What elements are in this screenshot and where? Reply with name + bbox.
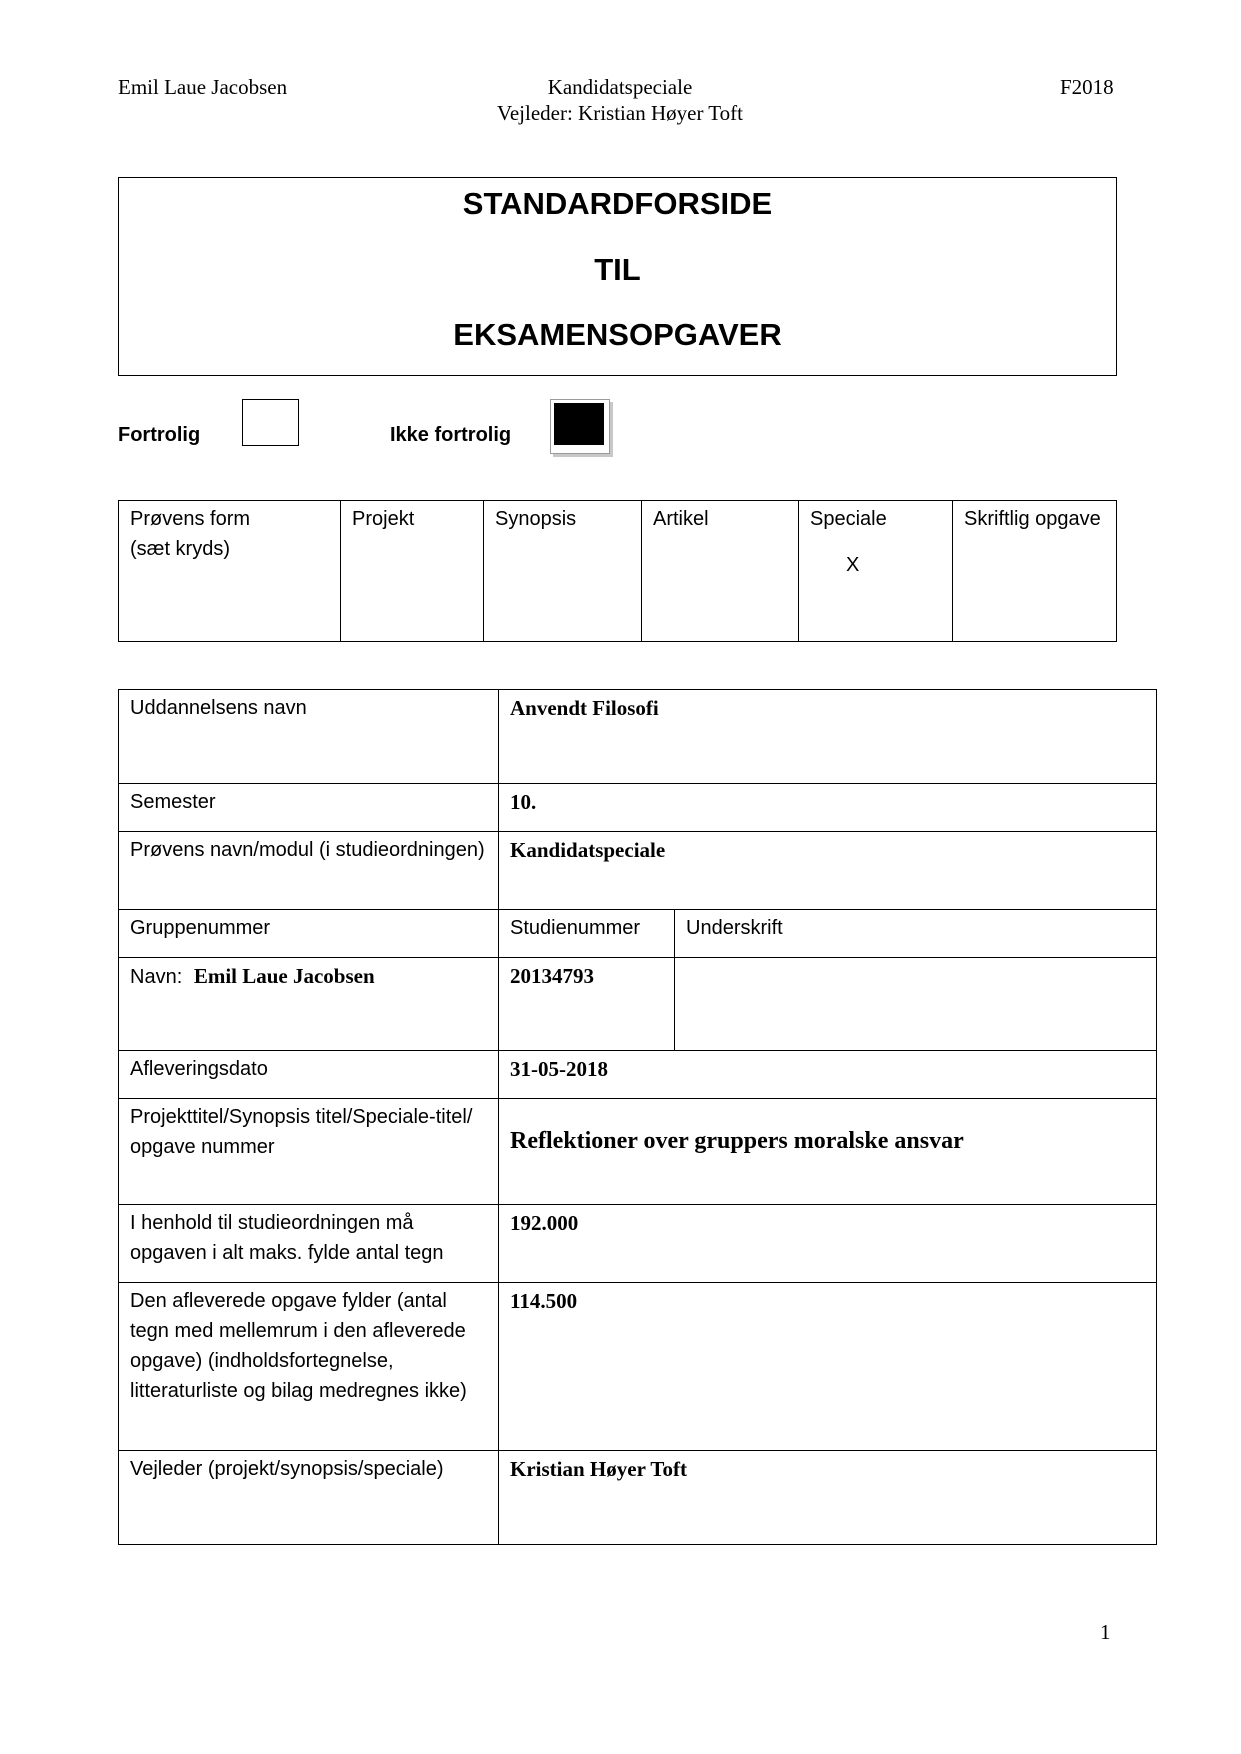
project-title-label: Projekttitel/Synopsis titel/Speciale-titel/ opgave nummer xyxy=(119,1099,499,1205)
selected-mark: X xyxy=(846,554,860,576)
page-number: 1 xyxy=(1100,1620,1111,1644)
not-confidential-checkbox[interactable] xyxy=(550,399,610,454)
title-line-2: TIL xyxy=(594,252,641,287)
confidential-checkbox[interactable] xyxy=(242,399,299,446)
actual-chars-value[interactable]: 114.500 xyxy=(499,1283,1157,1451)
signature-field[interactable] xyxy=(675,958,1157,1051)
header-course: Kandidatspeciale xyxy=(547,75,693,99)
student-number-label: Studienummer xyxy=(499,910,675,958)
max-chars-label: I henhold til studieordningen må opgaven i alt maks. fylde antal tegn xyxy=(119,1205,499,1283)
table-row xyxy=(119,910,1157,958)
education-value[interactable]: Anvendt Filosofi xyxy=(499,690,1157,784)
exam-name-label: Prøvens navn/modul (i studieordningen) xyxy=(119,832,499,910)
header-supervisor: Vejleder: Kristian Høyer Toft xyxy=(497,101,743,125)
table-row xyxy=(119,784,1157,832)
option-label: Skriftlig opgave xyxy=(964,508,1101,530)
header-term: F2018 xyxy=(1060,75,1114,99)
exam-name-value[interactable]: Kandidatspeciale xyxy=(499,832,1157,910)
table-row xyxy=(119,690,1157,784)
semester-label: Semester xyxy=(119,784,499,832)
option-label: Artikel xyxy=(653,508,709,530)
name-cell xyxy=(119,958,499,1051)
title-line-3: EKSAMENSOPGAVER xyxy=(453,317,782,352)
project-title-value: Reflektioner over gruppers moralske ansvar xyxy=(510,1128,964,1154)
table-row xyxy=(119,1283,1157,1451)
header-author: Emil Laue Jacobsen xyxy=(118,75,288,99)
exam-form-option-artikel[interactable] xyxy=(642,501,799,642)
title-box xyxy=(118,177,1117,376)
table-row xyxy=(119,1451,1157,1545)
signature-label: Underskrift xyxy=(675,910,1157,958)
table-row xyxy=(119,1099,1157,1205)
project-title-cell[interactable] xyxy=(499,1099,1157,1205)
supervisor-value[interactable]: Kristian Høyer Toft xyxy=(499,1451,1157,1545)
exam-form-option-synopsis[interactable] xyxy=(484,501,642,642)
confidential-label: Fortrolig xyxy=(118,424,201,446)
actual-chars-label: Den afleverede opgave fylder (antal tegn med mellemrum i den afleverede opgave) (indholdsfortegnelse, litteraturliste og bilag medregnes ikke) xyxy=(119,1283,499,1451)
name-label: Navn: xyxy=(130,966,183,988)
title-line-1: STANDARDFORSIDE xyxy=(462,186,773,221)
semester-value[interactable]: 10. xyxy=(499,784,1157,832)
not-confidential-label: Ikke fortrolig xyxy=(390,424,512,446)
name-value[interactable]: Emil Laue Jacobsen xyxy=(193,964,375,988)
table-row xyxy=(119,1205,1157,1283)
exam-form-label: Prøvens form xyxy=(130,508,251,530)
table-row xyxy=(119,958,1157,1051)
delivery-date-label: Afleveringsdato xyxy=(119,1051,499,1099)
max-chars-value[interactable]: 192.000 xyxy=(499,1205,1157,1283)
exam-form-hint: (sæt kryds) xyxy=(130,538,230,560)
supervisor-label: Vejleder (projekt/synopsis/speciale) xyxy=(119,1451,499,1545)
student-number-value[interactable]: 20134793 xyxy=(499,958,675,1051)
table-row xyxy=(119,832,1157,910)
group-label: Gruppenummer xyxy=(119,910,499,958)
info-table xyxy=(118,689,1157,1545)
exam-form-option-projekt[interactable] xyxy=(341,501,484,642)
checkbox-fill xyxy=(554,403,604,445)
option-label: Speciale xyxy=(810,508,887,530)
exam-form-table xyxy=(118,500,1117,642)
option-label: Projekt xyxy=(352,508,415,530)
delivery-date-value[interactable]: 31-05-2018 xyxy=(499,1051,1157,1099)
option-label: Synopsis xyxy=(495,508,577,530)
exam-form-option-skriftlig[interactable] xyxy=(953,501,1117,642)
exam-form-option-speciale[interactable] xyxy=(799,501,953,642)
table-row xyxy=(119,1051,1157,1099)
exam-form-label-cell xyxy=(119,501,341,642)
education-label: Uddannelsens navn xyxy=(119,690,499,784)
header-center xyxy=(470,74,770,126)
